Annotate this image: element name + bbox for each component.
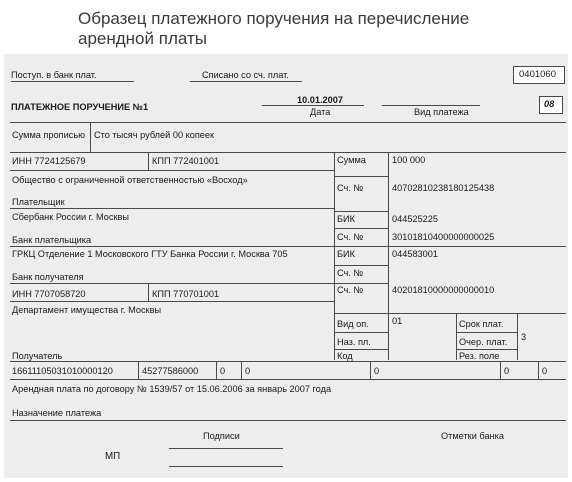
budget-div-2: [216, 361, 217, 379]
amount-bottom-line: [334, 176, 388, 177]
budget-div-3: [241, 361, 242, 379]
form-code: 0401060: [519, 69, 556, 80]
payee-bik-label: БИК: [337, 249, 355, 259]
budget-field-1: 0: [220, 366, 226, 376]
payee-label: Получатель: [12, 351, 63, 361]
priority-bottom-line: [456, 349, 517, 350]
purpose-text: Арендная плата по договору № 1539/57 от 15.06.2006 за январь 2007 года: [12, 384, 332, 394]
details-top-line: [334, 313, 566, 314]
reserve-label: Рез. поле: [459, 351, 500, 361]
status-code-box: [539, 96, 563, 114]
payee-kpp: КПП 770701001: [152, 289, 220, 299]
payer-bank-account-value: 30101810400000000025: [392, 232, 495, 242]
payer-inn-bottom-line: [10, 170, 334, 171]
payer-name: Общество с ограниченной ответственностью «Восход»: [12, 175, 248, 185]
payer-bank-label: Банк плательщика: [12, 235, 92, 245]
signature-line-1: [169, 448, 283, 449]
payee-bank-label: Банк получателя: [12, 272, 84, 282]
payee-bottom-line: [10, 361, 566, 362]
payer-account-label: Сч. №: [337, 183, 364, 193]
payee-account-value: 40201810000000000010: [392, 285, 495, 295]
amount-words-label: Сумма прописью: [12, 130, 85, 140]
payee-bank-bottom-line: [10, 283, 388, 284]
op-type-value: 01: [392, 316, 403, 326]
form-code-box: [513, 66, 565, 84]
payee-bank-name: ГРКЦ Отделение 1 Московского ГТУ Банка России г. Москва 705: [12, 249, 288, 259]
payee-inn: ИНН 7707058720: [12, 289, 86, 299]
purpose-label: Назначение платежа: [12, 408, 102, 418]
priority-label: Очер. плат.: [459, 337, 508, 347]
payment-type-label: Вид платежа: [414, 107, 469, 117]
right-value-col-left: [388, 152, 389, 360]
amount-label: Сумма: [337, 155, 366, 165]
amount-words-value: Сто тысяч рублей 00 копеек: [94, 130, 215, 140]
payer-inn: ИНН 7724125679: [12, 156, 86, 166]
payer-bank-bottom-line: [10, 246, 566, 247]
due-bottom-line: [456, 332, 517, 333]
payer-label: Плательщик: [12, 197, 65, 207]
payee-bik-bottom-line: [334, 265, 388, 266]
header: [0, 0, 572, 54]
budget-div-1: [138, 361, 139, 379]
op-type-label: Вид оп.: [337, 319, 369, 329]
payer-bik-bottom-line: [334, 228, 388, 229]
budget-field-4: 0: [504, 366, 510, 376]
right-label-col-left: [334, 152, 335, 360]
signature-line-2: [169, 466, 283, 467]
payer-bank-name: Сбербанк России г. Москвы: [12, 212, 129, 222]
payer-account-value: 40702810238180125438: [392, 183, 495, 193]
code-label: Код: [337, 351, 353, 361]
priority-value: 3: [521, 332, 527, 342]
budget-bottom-line: [10, 379, 566, 380]
payee-inn-divider: [148, 283, 149, 301]
budget-div-5: [500, 361, 501, 379]
payee-account-label: Сч. №: [337, 285, 364, 295]
order-date: 10.01.2007: [297, 95, 343, 105]
budget-kbk: 16611105031010000120: [12, 366, 113, 376]
page-title: Образец платежного поручения на перечисление арендной платы: [78, 9, 470, 48]
purpose-code-bottom-line: [334, 349, 388, 350]
budget-div-6: [538, 361, 539, 379]
payee-bik-value: 044583001: [392, 249, 438, 259]
date-line: [262, 105, 364, 106]
date-label: Дата: [310, 107, 331, 117]
bank-marks-label: Отметки банка: [441, 431, 504, 441]
budget-field-5: 0: [542, 366, 548, 376]
signatures-label: Подписи: [203, 431, 240, 441]
details-right-divider: [517, 313, 518, 360]
amount-words-top-line: [10, 122, 566, 123]
payer-bik-label: БИК: [337, 214, 355, 224]
stamp-label: МП: [105, 451, 121, 462]
budget-field-2: 0: [245, 366, 251, 376]
due-label: Срок плат.: [459, 319, 504, 329]
debited-label: Списано со сч. плат.: [202, 70, 289, 80]
payer-bik-value: 044525225: [392, 214, 438, 224]
order-title: ПЛАТЕЖНОЕ ПОРУЧЕНИЕ №1: [11, 102, 149, 112]
payment-type-line: [382, 105, 480, 106]
budget-div-4: [370, 361, 371, 379]
received-label: Поступ. в банк плат.: [11, 70, 97, 80]
payee-inn-bottom-line: [10, 301, 334, 302]
payer-kpp: КПП 772401001: [152, 156, 220, 166]
main-table-top-line: [10, 152, 566, 153]
received-line: [11, 81, 134, 82]
debited-line: [190, 81, 302, 82]
amount-value: 100 000: [392, 155, 426, 165]
payer-bik-top-line: [334, 211, 388, 212]
budget-okato: 45277586000: [142, 366, 199, 376]
payer-bottom-line: [10, 208, 334, 209]
payee-bank-account-label: Сч. №: [337, 268, 364, 278]
payment-order-form: [4, 54, 568, 478]
amount-words-divider: [90, 122, 91, 152]
op-type-bottom-line: [334, 332, 388, 333]
payee-name: Департамент имущества г. Москвы: [12, 305, 162, 315]
budget-field-3: 0: [374, 366, 380, 376]
details-mid-divider: [456, 313, 457, 360]
purpose-bottom-line: [10, 420, 566, 421]
status-code: 08: [544, 99, 555, 109]
payer-bank-account-label: Сч. №: [337, 232, 364, 242]
payer-inn-divider: [148, 152, 149, 170]
purpose-code-label: Наз. пл.: [337, 337, 371, 347]
